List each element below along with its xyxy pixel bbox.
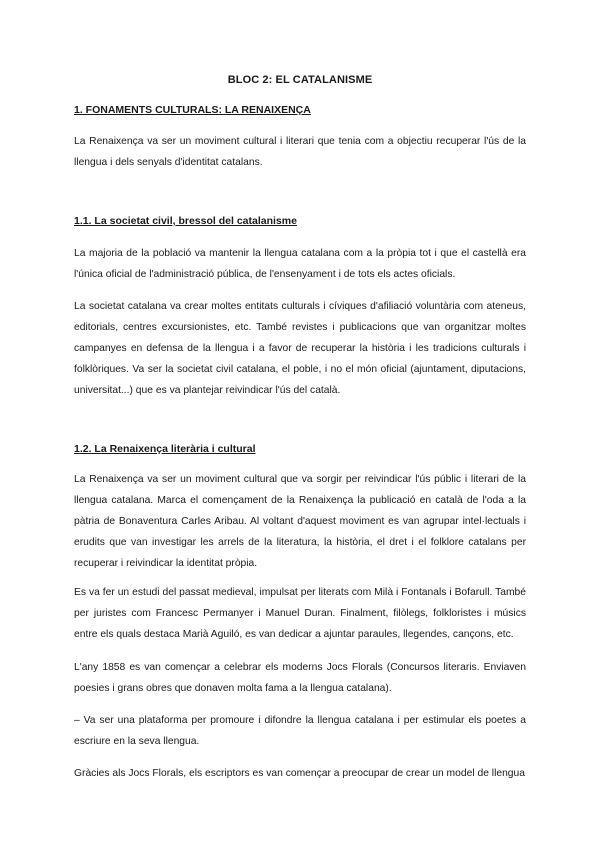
- section-1-2-paragraph-3: L'any 1858 es van començar a celebrar els moderns Jocs Florals (Concursos literaris. Enviaven poesies i grans obres que donaven molta fama a la llengua catalana).: [74, 662, 526, 694]
- document-title: BLOC 2: EL CATALANISME: [227, 74, 373, 86]
- section-1-2-paragraph-1: La Renaixença va ser un moviment cultural que va sorgir per reivindicar l'ús públic i literari de la llengua catalana. Marca el començament de la Renaixença la publicació en català de l'oda a la pàtria de Bonaventura Carles Aribau. Al voltant d'aquest moviment es van agrupar intel·lectuals i erudits que van investigar les arrels de la literatura, la història, el dret i el folklore catalans per recuperar i reivindicar la identitat pròpia.: [74, 474, 526, 569]
- section-1-2-paragraph-4: – Va ser una plataforma per promoure i difondre la llengua catalana i per estimular els poetes a escriure en la seva llengua.: [74, 715, 526, 747]
- section-1-2-heading: 1.2. La Renaixença literària i cultural: [74, 443, 256, 455]
- section-1-intro-paragraph: La Renaixença va ser un moviment cultural i literari que tenia com a objectiu recuperar l'ús de la llengua i dels senyals d'identitat catalans.: [74, 136, 526, 168]
- section-1-2-paragraph-2: Es va fer un estudi del passat medieval, impulsat per literats com Milà i Fontanals i Bofarull. També per juristes com Francesc Permanyer i Manuel Duran. Finalment, filòlegs, folkloristes i músics entre els quals destaca Marià Aguiló, es van dedicar a ajuntar paraules, llegendes, cançons, etc.: [74, 587, 526, 640]
- section-1-heading: 1. FONAMENTS CULTURALS: LA RENAIXENÇA: [74, 104, 311, 116]
- section-1-1-paragraph-1: La majoria de la població va mantenir la llengua catalana com a la pròpia tot i que el castellà era l'única oficial de l'administració pública, de l'ensenyament i de tots els actes oficials.: [74, 248, 526, 280]
- section-1-1-paragraph-2: La societat catalana va crear moltes entitats culturals i cíviques d'afiliació voluntària com ateneus, editorials, centres excursionistes, etc. També revistes i publicacions que van organitzar moltes campanyes en defensa de la llengua i a favor de recuperar la història i les tradicions culturals i folklòriques. Va ser la societat civil catalana, el poble, i no el món oficial (ajuntament, diputacions, universitat...) que es va plantejar reivindicar l'ús del català.: [74, 301, 526, 396]
- section-1-1-heading: 1.1. La societat civil, bressol del catalanisme: [74, 215, 297, 227]
- section-1-2-paragraph-5: Gràcies als Jocs Florals, els escriptors es van començar a preocupar de crear un model de llengua: [74, 768, 525, 779]
